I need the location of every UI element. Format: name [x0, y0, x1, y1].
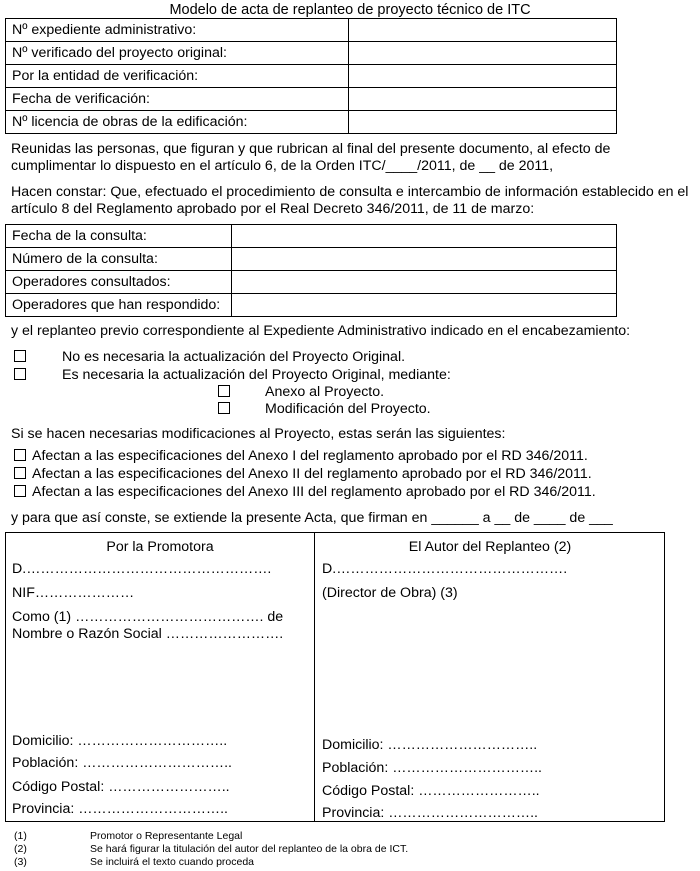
document-title: Modelo de acta de replanteo de proyecto técnico de ITC: [169, 2, 531, 18]
autor-cp-field[interactable]: Código Postal: ……………………..: [322, 783, 540, 799]
table-row: [6, 19, 617, 42]
promotora-razon-social-field[interactable]: Nombre o Razón Social …………………….: [12, 626, 284, 642]
row-value-cell[interactable]: [349, 111, 617, 134]
row-label: Operadores que han respondido:: [6, 294, 232, 317]
row-label: Nº expediente administrativo:: [6, 19, 349, 42]
expediente-table: [5, 18, 617, 134]
consult-paragraph: Hacen constar: Que, efectuado el procedimiento de consulta e intercambio de información establecido en el artículo 8 del Reglamento aprobado por el Real Decreto 346/2011, de 11 de marzo:: [11, 184, 689, 217]
promotora-name-field[interactable]: D.…………………………………………….: [12, 561, 272, 577]
promotora-header: Por la Promotora: [106, 539, 214, 555]
row-value-cell[interactable]: [232, 294, 617, 317]
table-row: [6, 225, 617, 248]
promotora-nif-field[interactable]: NIF…………………: [12, 585, 135, 601]
row-label: Fecha de verificación:: [6, 88, 349, 111]
checkbox[interactable]: [14, 368, 26, 380]
row-value-cell[interactable]: [349, 19, 617, 42]
checkbox[interactable]: [218, 385, 230, 397]
table-row: [6, 65, 617, 88]
promotora-cp-field[interactable]: Código Postal: ……………………..: [12, 779, 230, 795]
row-label: Nº verificado del proyecto original:: [6, 42, 349, 65]
row-label: Operadores consultados:: [6, 271, 232, 294]
table-row: [6, 248, 617, 271]
row-label: Por la entidad de verificación:: [6, 65, 349, 88]
promotora-domicilio-field[interactable]: Domicilio: …………………………..: [12, 733, 228, 749]
promotora-como-field[interactable]: Como (1) …………………………………. de: [12, 609, 284, 625]
autor-poblacion-field[interactable]: Población: …………………………..: [322, 760, 542, 776]
intro-paragraph: Reunidas las personas, que figuran y que rubrican al final del presente documento, al efecto de cumplimentar lo dispuesto en el artículo 6, de la Orden ITC/____/2011, de __ de 2011,: [11, 141, 611, 174]
row-value-cell[interactable]: [349, 65, 617, 88]
table-row: [6, 271, 617, 294]
footnote-3: (3) Se incluirá el texto cuando proceda: [14, 856, 255, 868]
checkbox[interactable]: [14, 350, 26, 362]
row-label: Nº licencia de obras de la edificación:: [6, 111, 349, 134]
signature-box: [5, 532, 665, 822]
row-label: Número de la consulta:: [6, 248, 232, 271]
replanteo-paragraph: y el replanteo previo correspondiente al Expediente Administrativo indicado en el encabezamiento:: [11, 323, 631, 339]
autor-provincia-field[interactable]: Provincia: …………………………..: [322, 805, 538, 821]
closing-paragraph: y para que así conste, se extiende la presente Acta, que firman en ______ a __ de ____ de ___: [11, 510, 613, 526]
row-value-cell[interactable]: [349, 88, 617, 111]
row-value-cell[interactable]: [232, 271, 617, 294]
checkbox[interactable]: [218, 402, 230, 414]
footnote-1: (1) Promotor o Representante Legal: [14, 830, 243, 842]
checkbox[interactable]: [14, 467, 26, 479]
consulta-table: [5, 224, 617, 317]
row-value-cell[interactable]: [349, 42, 617, 65]
autor-name-field[interactable]: D.………………………………………….: [322, 561, 568, 577]
autor-header: El Autor del Replanteo (2): [408, 539, 572, 555]
promotora-provincia-field[interactable]: Provincia: …………………………..: [12, 801, 228, 817]
row-value-cell[interactable]: [232, 248, 617, 271]
footnote-2: (2) Se hará figurar la titulación del autor del replanteo de la obra de ICT.: [14, 843, 409, 855]
promotora-poblacion-field[interactable]: Población: …………………………..: [12, 755, 232, 771]
checkbox[interactable]: [14, 449, 26, 461]
column-divider: [314, 533, 315, 821]
modifications-paragraph: Si se hacen necesarias modificaciones al Proyecto, estas serán las siguientes:: [11, 426, 506, 442]
autor-director-label: (Director de Obra) (3): [322, 585, 458, 601]
row-label: Fecha de la consulta:: [6, 225, 232, 248]
row-value-cell[interactable]: [232, 225, 617, 248]
table-row: [6, 111, 617, 134]
checkbox[interactable]: [14, 485, 26, 497]
table-row: [6, 294, 617, 317]
table-row: [6, 42, 617, 65]
autor-domicilio-field[interactable]: Domicilio: …………………………..: [322, 737, 538, 753]
table-row: [6, 88, 617, 111]
